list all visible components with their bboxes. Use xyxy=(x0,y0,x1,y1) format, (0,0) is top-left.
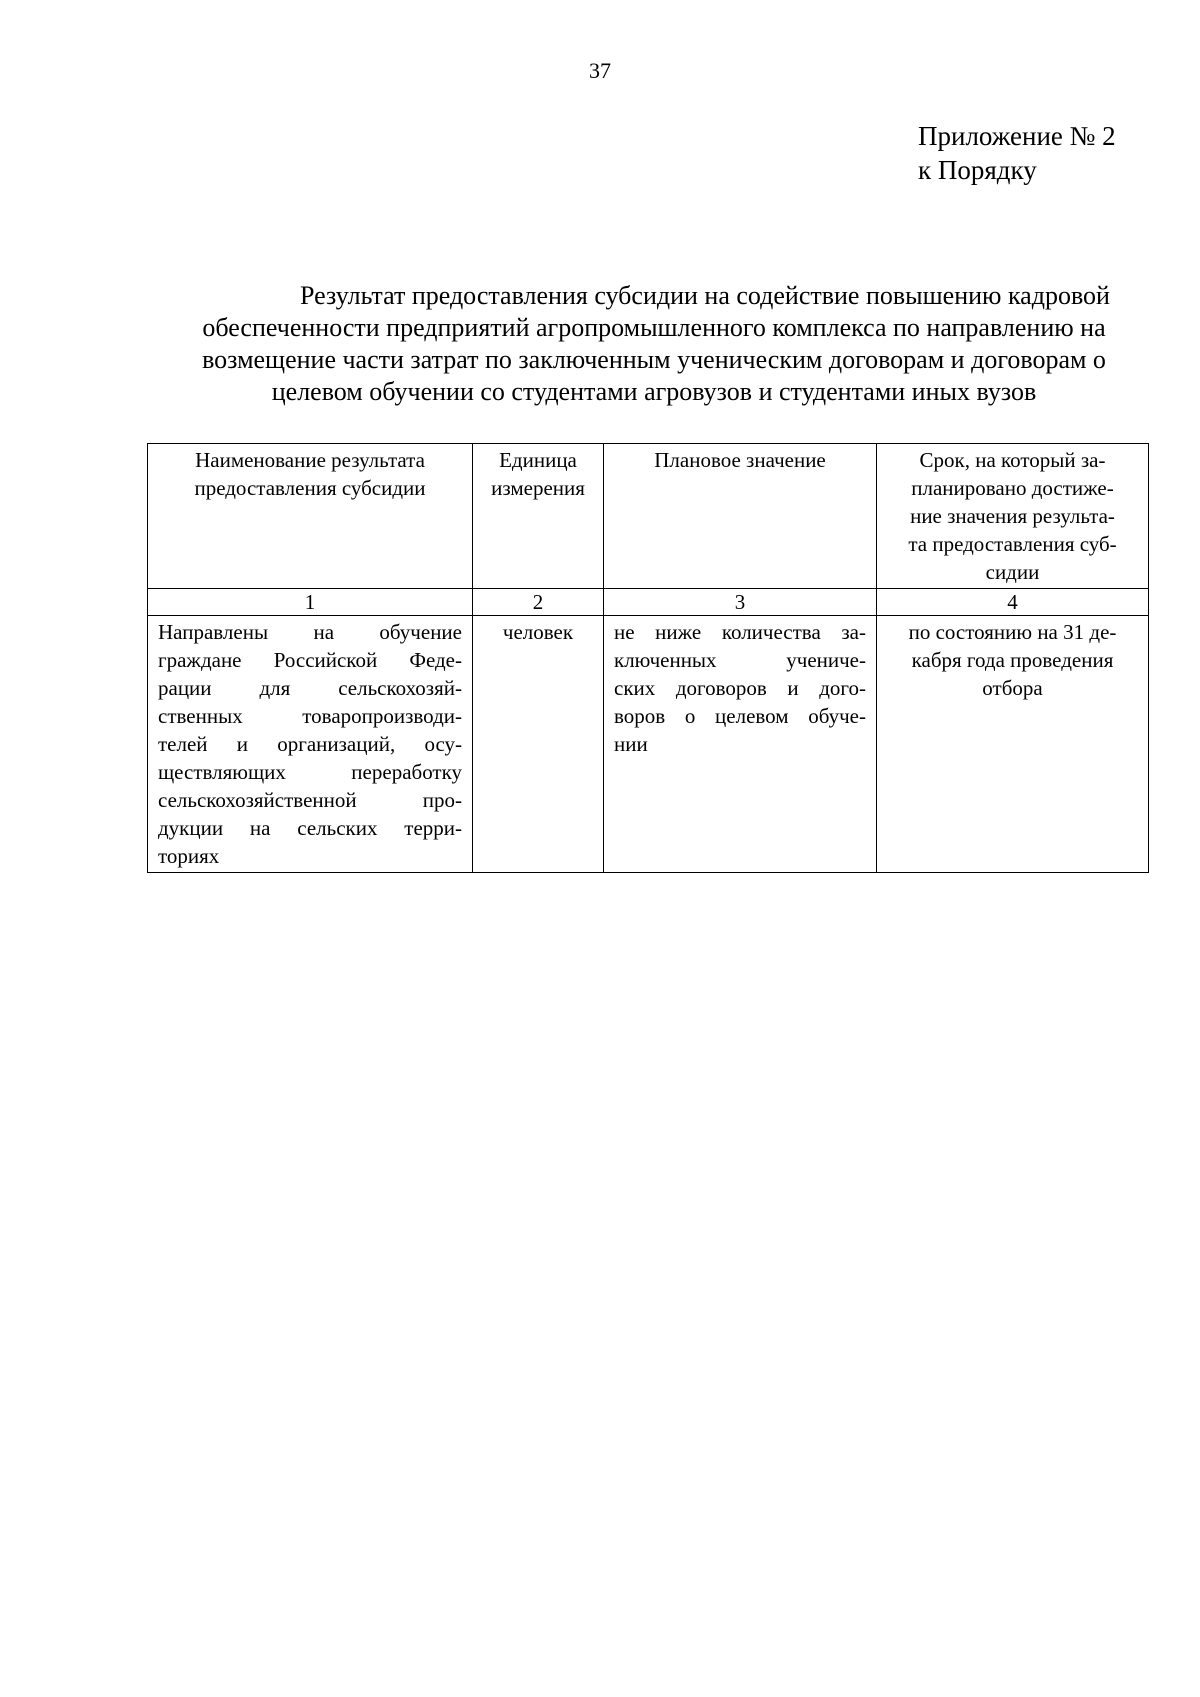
cell-line: воров о целевом обуче- xyxy=(614,704,866,728)
title-line: целевом обучении со студентами агровузов и студентами иных вузов xyxy=(271,377,1037,406)
cell-line: по состоянию на 31 де- xyxy=(908,620,1117,644)
document-title xyxy=(154,280,1154,408)
cell-line: дукции на сельских терри- xyxy=(158,816,462,840)
cell-line: Направлены на обучение xyxy=(158,620,462,644)
result-table xyxy=(147,443,1149,873)
title-line: Результат предоставления субсидии на содействие повышению кадровой xyxy=(300,281,1110,310)
cell-line: ние значения результа- xyxy=(910,504,1115,528)
table-row xyxy=(148,616,1149,873)
cell-line: человек xyxy=(502,620,574,644)
cell-line: Срок, на который за- xyxy=(919,448,1106,472)
table-header-row xyxy=(148,444,1149,589)
cell-line: та предоставления суб- xyxy=(908,532,1117,556)
cell-line: сельскохозяйственной про- xyxy=(158,788,462,812)
header-cell-planned-value xyxy=(604,444,877,589)
table-column-number-row xyxy=(148,589,1149,616)
cell-line: измерения xyxy=(491,476,585,500)
cell-line: граждане Российской Феде- xyxy=(158,648,462,672)
title-line: возмещение части затрат по заключенным ученическим договорам и договорам о xyxy=(202,345,1106,374)
cell-line: Единица xyxy=(499,448,577,472)
data-cell-planned-value xyxy=(604,616,877,873)
cell-line: сидии xyxy=(985,560,1040,584)
cell-line: отбора xyxy=(982,676,1043,700)
appendix-note xyxy=(918,119,1116,187)
cell-line: предоставления субсидии xyxy=(194,476,426,500)
data-cell-unit xyxy=(473,616,604,873)
page-number: 37 xyxy=(589,58,611,83)
data-cell-deadline xyxy=(877,616,1149,873)
cell-line: Плановое значение xyxy=(654,448,826,472)
data-cell-result-name xyxy=(148,616,473,873)
cell-line: ториях xyxy=(158,844,220,868)
cell-line: кабря года проведения xyxy=(911,648,1114,672)
cell-line: телей и организаций, осу- xyxy=(158,732,462,756)
cell-line: ключенных учениче- xyxy=(614,648,866,672)
appendix-line: Приложение № 2 xyxy=(918,121,1116,151)
header-cell-deadline xyxy=(877,444,1149,589)
column-number-cell: 1 xyxy=(148,589,473,616)
appendix-line: к Порядку xyxy=(918,155,1037,185)
column-number-cell: 4 xyxy=(877,589,1149,616)
cell-line: нии xyxy=(614,732,648,756)
column-number-cell: 2 xyxy=(473,589,604,616)
title-line: обеспеченности предприятий агропромышленного комплекса по направлению на xyxy=(202,313,1106,342)
column-number-cell: 3 xyxy=(604,589,877,616)
cell-line: не ниже количества за- xyxy=(614,620,866,644)
cell-line: планировано достиже- xyxy=(911,476,1114,500)
cell-line: ществляющих переработку xyxy=(158,760,462,784)
header-cell-unit xyxy=(473,444,604,589)
cell-line: Наименование результата xyxy=(195,448,425,472)
cell-line: ственных товаропроизводи- xyxy=(158,704,462,728)
header-cell-result-name xyxy=(148,444,473,589)
cell-line: рации для сельскохозяй- xyxy=(158,676,462,700)
cell-line: ских договоров и дого- xyxy=(614,676,866,700)
